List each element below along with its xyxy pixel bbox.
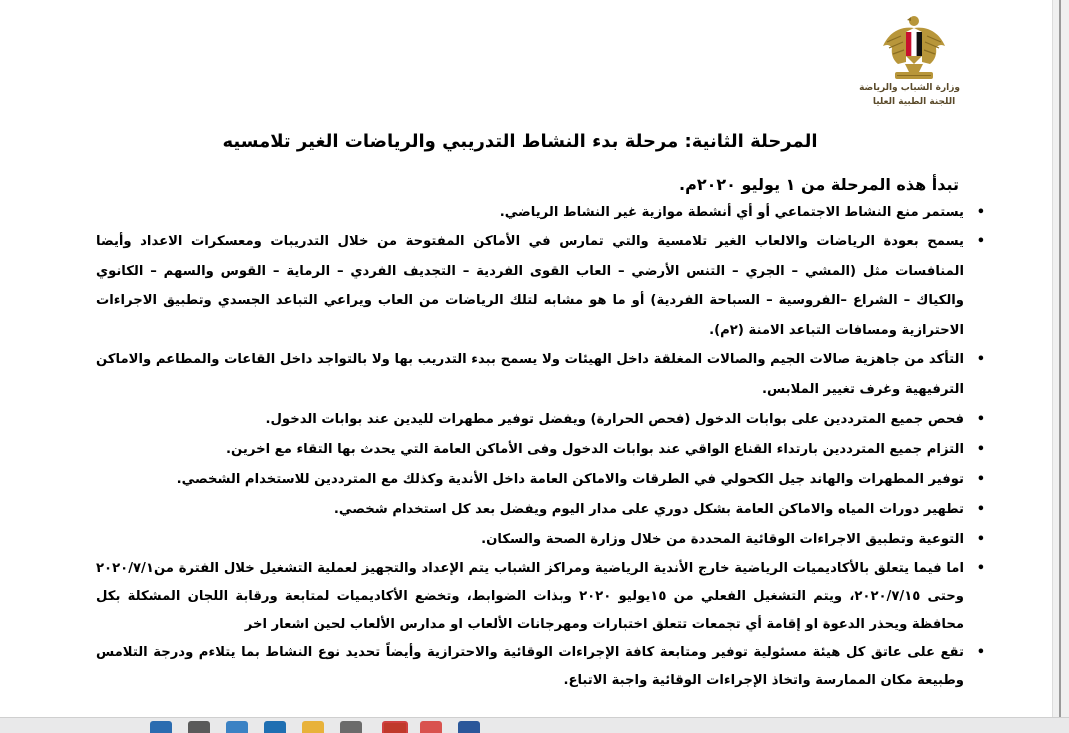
task-view-icon[interactable] [226,721,248,733]
list-item: • التوعية وتطبيق الاجراءات الوقائية المحددة من خلال وزارة الصحة والسكان. [96,525,989,555]
guidelines-list [96,199,989,695]
vertical-scrollbar[interactable] [1052,0,1069,718]
search-icon[interactable] [188,721,210,733]
file-explorer-icon[interactable] [302,721,324,733]
phase-start-date: تبدأ هذه المرحلة من ١ يوليو ٢٠٢٠م. [679,175,959,194]
list-item: • يستمر منع النشاط الاجتماعي أو أي أنشطة موازية غير النشاط الرياضي. [96,199,989,227]
list-item: • التأكد من جاهزية صالات الجيم والصالات المغلقة داخل الهيئات ولا يسمح ببدء التدريب بها ولا بالتواجد داخل القاعات والمطاعم والاماكن الترفيهية وغرف تغيير الملابس. [96,345,989,405]
scrollbar-track[interactable] [1059,0,1061,718]
windows-icon[interactable] [150,721,172,733]
ministry-logo [859,12,960,114]
list-item: • اما فيما يتعلق بالأكاديميات الرياضية خارج الأندية الرياضية ومراكز الشباب يتم الإعداد والتجهيز لعملية التشغيل خلال الفترة من٢٠٢٠/٧/١ وحتى ٢٠٢٠/٧/١٥، ويتم التشغيل الفعلي من ١٥يوليو ٢٠٢٠ وبذات الضوابط، وتخضع الأكاديميات لمتابعة ورقابة اللجان المشكلة بكل محافظة ويحذر الدعوة او إقامة أي تجمعات تتعلق اختبارات ومهرجانات الألعاب او مدارس الألعاب لحين اشعار اخر [96,555,989,639]
list-item: • تقع على عاتق كل هيئة مسئولية توفير ومتابعة كافة الإجراءات الوقائية والاحترازية وأيضاً تحديد نوع النشاط بما يتلاءم ودرجة التلامس وطبيعة مكان الممارسة واتخاذ الإجراءات الوقائية واجبة الاتباع. [96,639,989,695]
bullet-icon: • [976,442,985,457]
ministry-name: وزارة الشباب والرياضة [859,83,960,93]
bullet-icon: • [976,412,985,427]
bullet-icon: • [976,561,985,576]
egypt-eagle-emblem-icon [881,12,947,82]
store-icon[interactable] [340,721,362,733]
acrobat-icon[interactable] [420,721,442,733]
list-item: • فحص جميع المترددين على بوابات الدخول (فحص الحرارة) ويفضل توفير مطهرات لليدين عند بوابات الدخول. [96,405,989,435]
bullet-icon: • [976,532,985,547]
chrome-icon[interactable] [382,721,408,733]
bullet-icon: • [976,205,985,220]
bullet-icon: • [976,352,985,367]
list-item: • توفير المطهرات والهاند جيل الكحولي في الطرقات والاماكن العامة داخل الأندية وكذلك مع المترددين للاستخدام الشخصي. [96,465,989,495]
list-item: • التزام جميع المترددين بارتداء القناع الواقي عند بوابات الدخول وفى الأماكن العامة التي يحدث بها التقاء مع اخرين. [96,435,989,465]
list-item: • يسمح بعودة الرياضات والالعاب الغير تلامسية والتي تمارس في الأماكن المفتوحة من خلال التدريبات ومعسكرات الاعداد وأيضا المنافسات مثل (المشي – الجري – التنس الأرضي – العاب القوى الفردية – التجديف الفردي – الرماية – القوس والسهم – الكانوي والكياك – الشراع –الفروسية – السباحة الفردية) أو ما هو مشابه لتلك الرياضات من العاب ويراعي التباعد الجسدي وتطبيق الاجراءات الاحترازية ومسافات التباعد الامنة (٢م). [96,227,989,345]
bullet-icon: • [976,472,985,487]
list-item: • تطهير دورات المياه والاماكن العامة بشكل دوري على مدار اليوم ويفضل بعد كل استخدام شخصي. [96,495,989,525]
bullet-icon: • [976,234,985,249]
taskbar [0,717,1069,733]
edge-icon[interactable] [264,721,286,733]
bullet-icon: • [976,502,985,517]
committee-name: اللجنة الطبية العليا [872,97,956,107]
bullet-icon: • [976,645,985,660]
phase-title: المرحلة الثانية: مرحلة بدء النشاط التدريبي والرياضات الغير تلامسيه [222,131,818,152]
word-icon[interactable] [458,721,480,733]
